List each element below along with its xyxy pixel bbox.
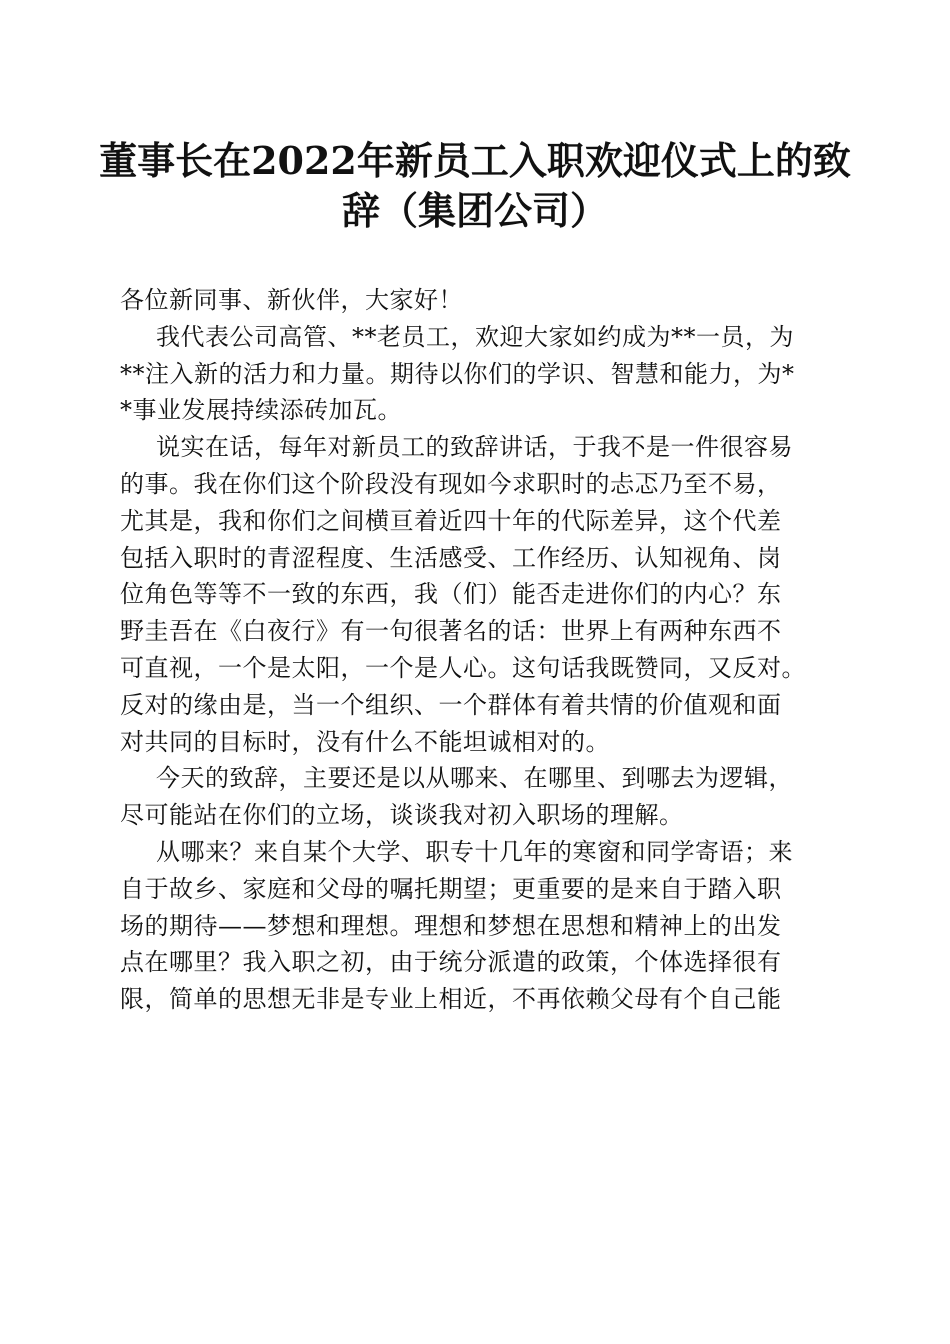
body-line: 野圭吾在《白夜行》有一句很著名的话：世界上有两种东西不 bbox=[120, 617, 782, 646]
body-line: 反对的缘由是，当一个组织、一个群体有着共情的价值观和面 bbox=[120, 690, 782, 719]
document-title bbox=[95, 136, 855, 236]
body-line: 限，简单的思想无非是专业上相近，不再依赖父母有个自己能 bbox=[120, 985, 782, 1014]
body-line: 对共同的目标时，没有什么不能坦诚相对的。 bbox=[120, 727, 610, 756]
title-line-1: 董事长在2022年新员工入职欢迎仪式上的致 bbox=[99, 138, 851, 183]
title-line-2: 辞（集团公司） bbox=[341, 188, 608, 233]
body-line: 今天的致辞，主要还是以从哪来、在哪里、到哪去为逻辑， bbox=[156, 764, 793, 793]
body-line: 各位新同事、新伙伴，大家好！ bbox=[120, 286, 463, 314]
body-line: **注入新的活力和力量。期待以你们的学识、智慧和能力，为* bbox=[120, 359, 795, 388]
body-line: 位角色等等不一致的东西，我（们）能否走进你们的内心？东 bbox=[120, 580, 782, 609]
body-line: 从哪来？来自某个大学、职专十几年的寒窗和同学寄语；来 bbox=[156, 837, 793, 866]
body-line: 我代表公司高管、**老员工，欢迎大家如约成为**一员，为 bbox=[156, 322, 794, 351]
body-line: 场的期待——梦想和理想。理想和梦想在思想和精神上的出发 bbox=[120, 911, 782, 940]
body-line: 尽可能站在你们的立场，谈谈我对初入职场的理解。 bbox=[120, 801, 684, 830]
body-line: 可直视，一个是太阳，一个是人心。这句话我既赞同，又反对。 bbox=[120, 653, 806, 682]
body-line: 说实在话，每年对新员工的致辞讲话，于我不是一件很容易 bbox=[156, 433, 793, 462]
body-line: 尤其是，我和你们之间横亘着近四十年的代际差异，这个代差 bbox=[120, 506, 782, 535]
body-line: 包括入职时的青涩程度、生活感受、工作经历、认知视角、岗 bbox=[120, 543, 782, 572]
body-line: 自于故乡、家庭和父母的嘱托期望；更重要的是来自于踏入职 bbox=[120, 874, 782, 903]
body-line: 点在哪里？我入职之初，由于统分派遣的政策，个体选择很有 bbox=[120, 948, 782, 977]
document-body bbox=[120, 282, 835, 1018]
body-line: *事业发展持续添砖加瓦。 bbox=[120, 396, 402, 425]
body-line: 的事。我在你们这个阶段没有现如今求职时的忐忑乃至不易， bbox=[120, 469, 782, 498]
